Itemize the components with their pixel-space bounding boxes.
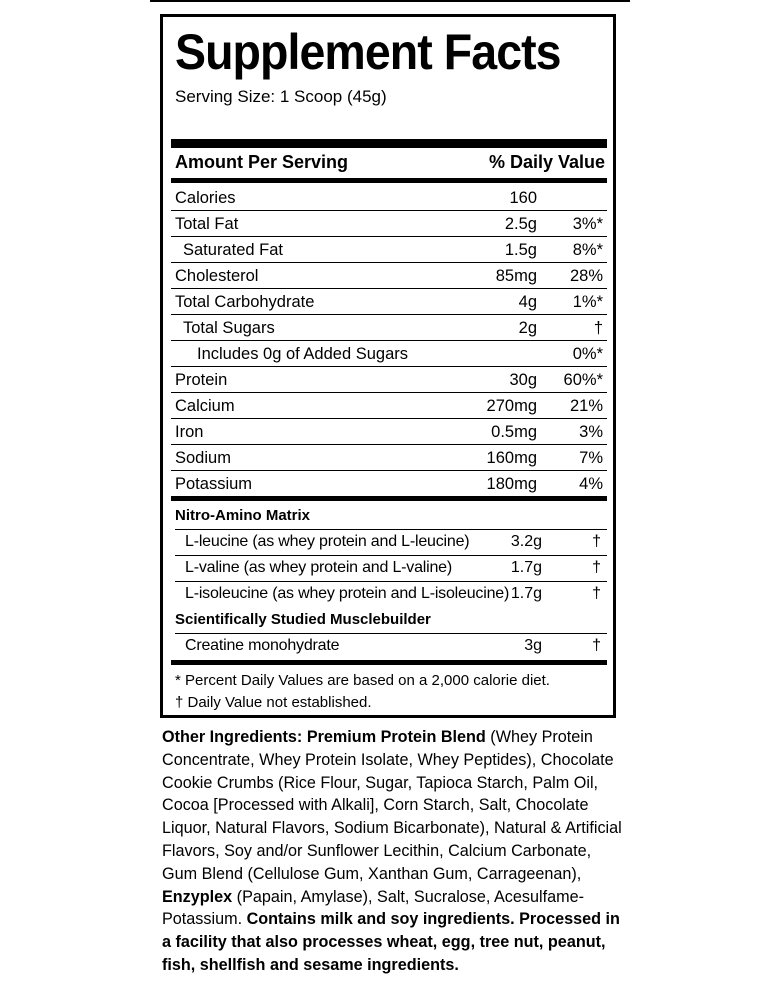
ingredient-amount: 1.7g <box>510 585 542 602</box>
nutrient-row <box>171 393 607 419</box>
divider-thick <box>171 139 607 148</box>
footnote-daily-values: * Percent Daily Values are based on a 2,000 calorie diet. <box>175 672 550 689</box>
nutrient-daily-value: † <box>593 319 603 337</box>
ingredient-daily-value: † <box>592 559 601 576</box>
ingredient-name: L-leucine (as whey protein and L-leucine) <box>185 533 470 550</box>
nutrient-amount: 1.5g <box>504 241 537 259</box>
amount-header <box>175 150 605 176</box>
nutrient-name: Includes 0g of Added Sugars <box>197 345 408 363</box>
protein-blend-label: Premium Protein Blend <box>306 728 486 746</box>
row-divider <box>175 633 607 634</box>
nutrient-name: Calories <box>175 189 236 207</box>
ingredient-row <box>175 529 607 555</box>
nutrient-daily-value: 3% <box>579 423 603 441</box>
nutrient-row <box>171 471 607 497</box>
nutrient-amount: 30g <box>509 371 537 389</box>
enzyplex-label: Enzyplex <box>162 887 233 906</box>
ingredient-row <box>175 555 607 581</box>
daily-value-label: % Daily Value <box>488 152 605 172</box>
amount-per-serving-label: Amount Per Serving <box>175 152 349 172</box>
nutrient-daily-value: 60%* <box>563 371 603 389</box>
nutrient-amount: 270mg <box>486 397 537 415</box>
nutrient-daily-value: 1%* <box>572 293 603 311</box>
ingredient-daily-value: † <box>592 585 601 602</box>
divider-medium <box>171 660 607 665</box>
nutrient-amount: 2.5g <box>504 215 537 233</box>
nutrient-name: Protein <box>175 371 228 389</box>
nutrient-row <box>171 367 607 393</box>
row-divider <box>175 555 607 556</box>
ingredient-daily-value: † <box>592 533 601 550</box>
other-ingredients-label: Other Ingredients: <box>162 728 303 746</box>
ingredient-name: L-isoleucine (as whey protein and L-isoleucine) <box>185 585 510 602</box>
nutrient-amount: 0.5mg <box>491 423 537 441</box>
nutrient-name: Saturated Fat <box>183 241 283 259</box>
row-divider <box>175 581 607 582</box>
footnote-not-established: † Daily Value not established. <box>175 694 372 711</box>
divider-medium <box>171 178 607 183</box>
nutrient-row <box>171 341 607 367</box>
nutrient-name: Iron <box>175 423 204 441</box>
nutrient-row <box>171 211 607 237</box>
nutrient-name: Total Carbohydrate <box>175 293 315 311</box>
supplement-facts-panel <box>160 14 616 718</box>
ingredient-amount: 1.7g <box>510 559 542 576</box>
nutrient-row <box>171 315 607 341</box>
ingredient-amount: 3.2g <box>510 533 542 550</box>
nutrient-row <box>171 185 607 211</box>
nutrient-name: Total Sugars <box>183 319 275 337</box>
nutrient-amount: 160 <box>509 189 537 207</box>
nutrient-amount: 160mg <box>486 449 537 467</box>
row-divider <box>175 529 607 530</box>
nutrient-name: Total Fat <box>175 215 239 233</box>
divider-medium <box>171 496 607 501</box>
nutrient-daily-value: 4% <box>579 475 603 493</box>
nutrient-row <box>171 237 607 263</box>
ingredients-text-1: (Whey Protein Concentrate, Whey Protein Isolate, Whey Peptides), Chocolate Cookie Crumbs (Rice Flour, Sugar, Tapioca Starch, Palm Oil, Cocoa [Processed with Alkali], Corn Starch, Salt, Chocolate Liquor, Natural Flavors, Sodium Bicarbonate), Natural & Artificial Flavors, Soy and/or Sunflower Lecithin, Calcium Carbonate, Gum Blend (Cellulose Gum, Xanthan Gum, Carrageenan), <box>162 728 622 883</box>
nutrient-amount: 4g <box>518 293 537 311</box>
section-title-musclebuilder: Scientifically Studied Musclebuilder <box>175 611 431 628</box>
ingredient-row <box>175 633 607 659</box>
nutrient-daily-value: 7% <box>579 449 603 467</box>
ingredient-name: Creatine monohydrate <box>185 637 340 654</box>
serving-size: Serving Size: 1 Scoop (45g) <box>175 87 387 106</box>
ingredient-amount: 3g <box>524 637 542 654</box>
nutrient-amount: 2g <box>518 319 537 337</box>
nutrient-row <box>171 263 607 289</box>
nutrient-daily-value: 3%* <box>572 215 603 233</box>
other-ingredients <box>162 726 622 977</box>
nutrient-amount: 85mg <box>495 267 537 285</box>
nutrient-name: Sodium <box>175 449 231 467</box>
nutrient-name: Potassium <box>175 475 253 493</box>
nutrient-row <box>171 445 607 471</box>
nutrient-name: Calcium <box>175 397 235 415</box>
nutrient-daily-value: 0%* <box>572 345 603 363</box>
nutrient-name: Cholesterol <box>175 267 259 285</box>
panel-title: Supplement Facts <box>175 24 561 80</box>
ingredient-name: L-valine (as whey protein and L-valine) <box>185 559 453 576</box>
nutrient-daily-value: 28% <box>569 267 603 285</box>
nutrient-amount: 180mg <box>486 475 537 493</box>
section-title-nitro-amino: Nitro-Amino Matrix <box>175 507 310 524</box>
nutrient-row <box>171 419 607 445</box>
ingredient-row <box>175 581 607 607</box>
nutrient-daily-value: 21% <box>569 397 603 415</box>
ingredients-text-2: (Papain, Amylase), Salt, Sucralose, Acesulfame-Potassium. <box>162 887 584 929</box>
top-rule <box>150 0 630 2</box>
nutrient-daily-value: 8%* <box>572 241 603 259</box>
allergen-statement: Contains milk and soy ingredients. Processed in a facility that also processes wheat, egg, tree nut, peanut, fish, shellfish and sesame ingredients. <box>162 910 620 974</box>
ingredient-daily-value: † <box>592 637 601 654</box>
nutrient-row <box>171 289 607 315</box>
